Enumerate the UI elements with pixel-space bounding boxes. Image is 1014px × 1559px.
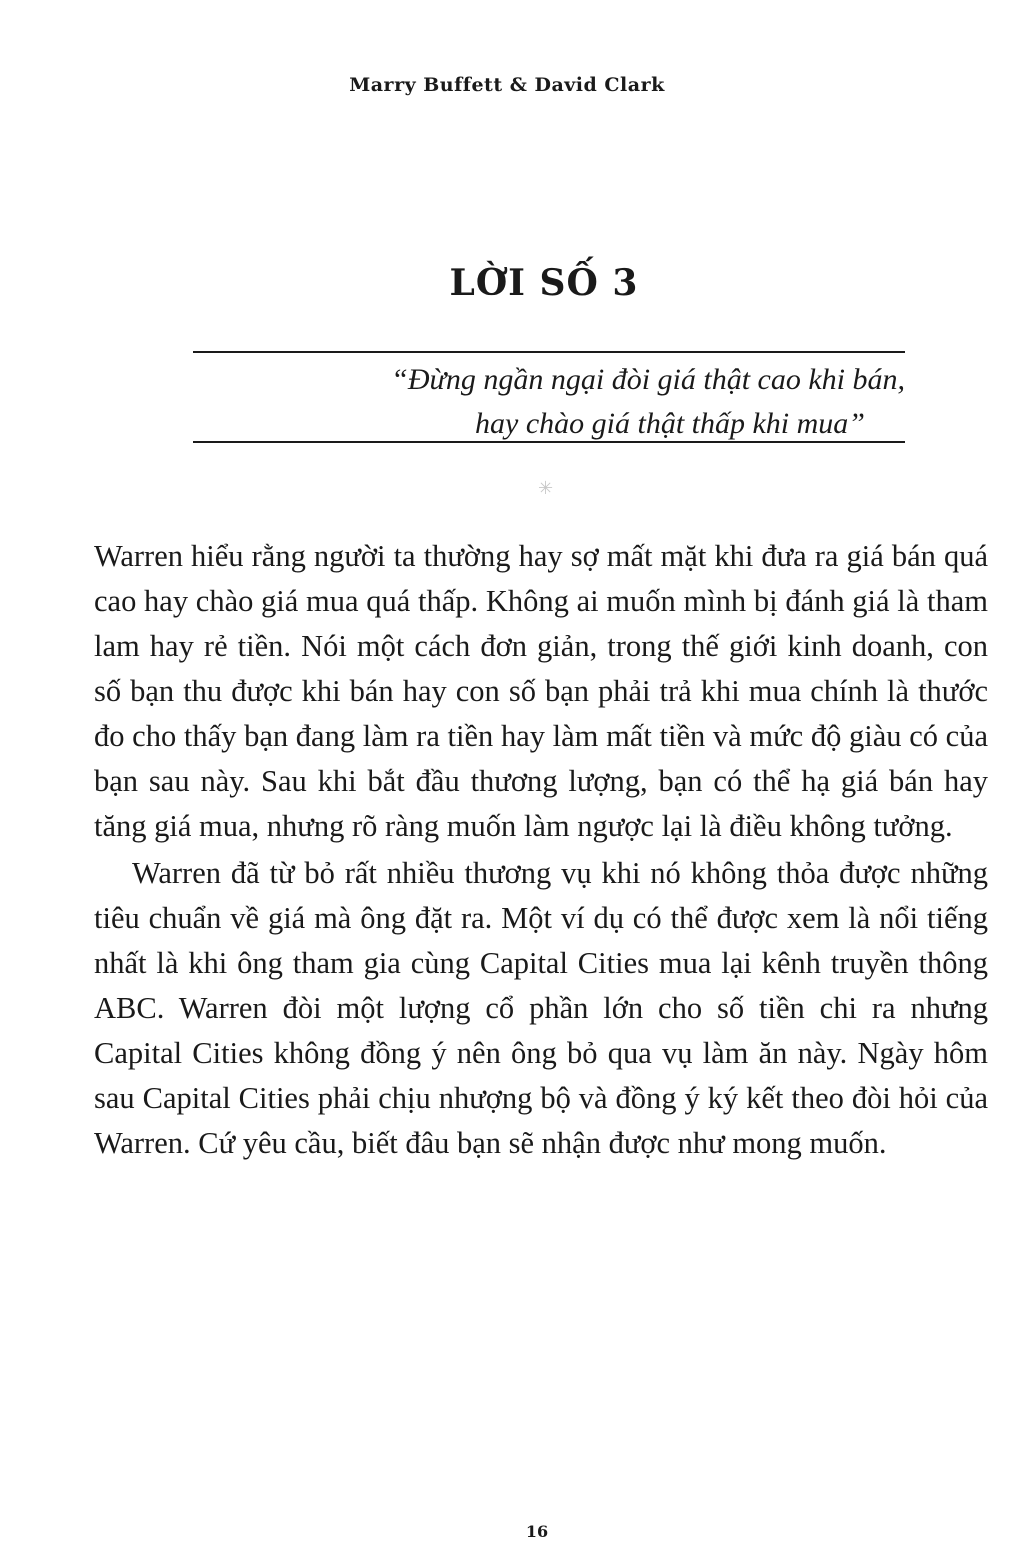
epigraph-bottom-rule <box>193 441 905 443</box>
ornament-mark: ✳ <box>538 478 554 498</box>
epigraph-top-rule <box>193 351 905 353</box>
epigraph <box>193 358 905 446</box>
page-number: 16 <box>525 1522 549 1541</box>
epigraph-line-1: “Đừng ngần ngại đòi giá thật cao khi bán, <box>391 363 905 396</box>
chapter-title: LỜI SỐ 3 <box>449 262 639 304</box>
running-head: Marry Buffett & David Clark <box>349 74 665 96</box>
paragraph-2: Warren đã từ bỏ rất nhiều thương vụ khi nó không thỏa được những tiêu chuẩn về giá mà ông đặt ra. Một ví dụ có thể được xem là nổi tiếng nhất là khi ông tham gia cùng Capital Cities mua lại kênh truyền thông ABC. Warren đòi một lượng cổ phần lớn cho số tiền chi ra nhưng Capital Cities không đồng ý nên ông bỏ qua vụ làm ăn này. Ngày hôm sau Capital Cities phải chịu nhượng bộ và đồng ý ký kết theo đòi hỏi của Warren. Cứ yêu cầu, biết đâu bạn sẽ nhận được như mong muốn. <box>94 856 988 1160</box>
body-text <box>94 534 988 1166</box>
paragraph-1: Warren hiểu rằng người ta thường hay sợ mất mặt khi đưa ra giá bán quá cao hay chào giá mua quá thấp. Không ai muốn mình bị đánh giá là tham lam hay rẻ tiền. Nói một cách đơn giản, trong thế giới kinh doanh, con số bạn thu được khi bán hay con số bạn phải trả khi mua chính là thước đo cho thấy bạn đang làm ra tiền hay làm mất tiền và mức độ giàu có của bạn sau này. Sau khi bắt đầu thương lượng, bạn có thể hạ giá bán hay tăng giá mua, nhưng rõ ràng muốn làm ngược lại là điều không tưởng. <box>94 539 988 843</box>
epigraph-line-2: hay chào giá thật thấp khi mua” <box>475 407 865 440</box>
